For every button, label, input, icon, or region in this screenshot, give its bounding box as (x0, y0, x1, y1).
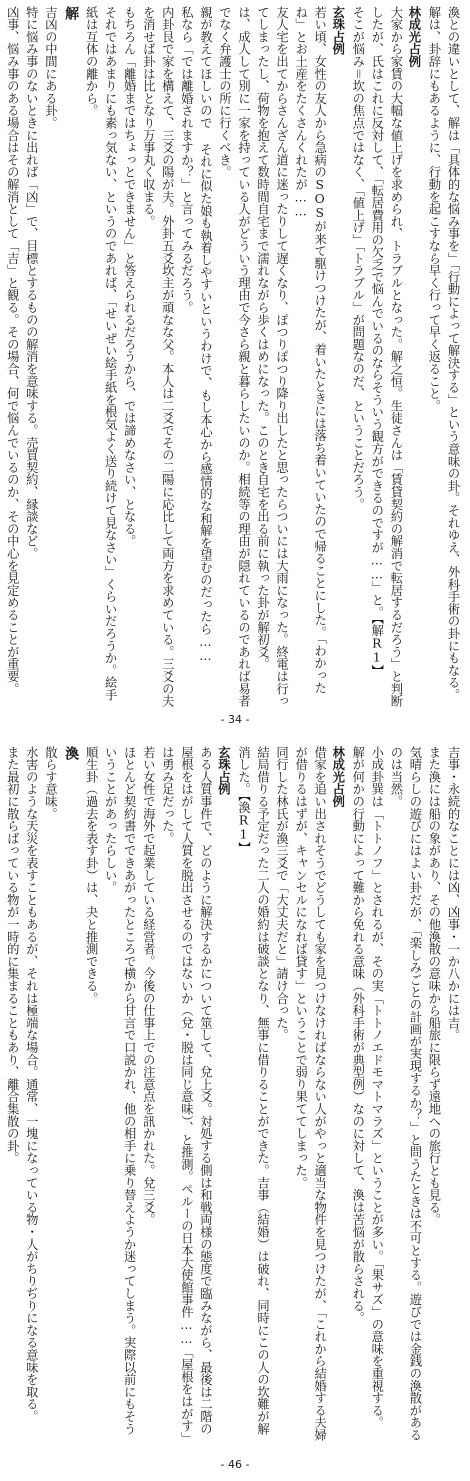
page-34-columns (5, 6, 462, 711)
paragraph: 渙との違いとして、解は「具体的な悩み事を」「行動によって解決する」という意味の卦。それゆえ、外科手術の卦にもなる。 (446, 6, 460, 701)
paragraph: 大家から家賃の大幅な値上げを求められ、トラブルとなった。解之恒。生徒さんは「賃貸契約の解消で転居するだろう」と判断したが、氏はこれに反対して、「転居費用の欠乏で悩んでいるのならそういう観方ができるのですが……」と。【解R1】 (369, 6, 403, 708)
page-46-left-column (0, 746, 233, 1446)
paragraph: また渙には船の象があり、その他渙散の意味から船旅に限らず遠地への旅行とも見る。 (426, 746, 441, 1226)
paragraph: もちろん「離婚まではちょっとできません」と答えられるだろうから、では諦めなさい、となる。 (122, 6, 137, 548)
paragraph: 私なら「では離婚されますか？」と言ってみるだろう。 (179, 6, 194, 314)
paragraph (0, 746, 2, 1446)
paragraph: 親が教えてほしいので それに似た娘も執着しやすいというわけで、もし本心から感情的な和解を望むのだったら…… (198, 6, 213, 663)
section-heading: 林成光占例 (406, 6, 422, 68)
paragraph: 結局借りる予定だった二人の婚約は破談となり、無事に借りることができた。吉事（結婚）は破れ、同時にこの人の坎難が解消した。【渙R1】 (236, 746, 270, 1435)
page-number: - 34 - (220, 713, 250, 726)
paragraph: 借家を追い出されそうでどうしても家を見つけなければならない人がやっと適当な物件を見つけたが、「これから結婚する夫婦が借りるはずが、キャンセルになれば貸す」ということで弱り果ててしまった。 (293, 746, 327, 1441)
paragraph: 解は、卦辞にもあるように、行動を起こすなら早く行って早く返ること。 (426, 6, 441, 412)
paragraph: 内卦艮で家を構えて、三爻の陽が夫。外卦五爻坎主が頑なな父。本人は二爻でその二陽に応比して両方を求めている。三爻の夫を消せば卦は比となり万事丸く収まる。 (141, 6, 175, 708)
paragraph: また最初に散らばっている物が一時的に集まることもあり、離合集散の卦。 (5, 746, 20, 1165)
hexagram-heading: 解 (63, 6, 80, 20)
paragraph: 特に悩み事のないときに出れば「凶」で、目標とするものの解消を意味する。売買契約、縁談など。 (24, 6, 39, 560)
paragraph: 凶事、悩み事のある場合はその解消として「吉」と観る。その場合、何で悩んでいるのか、その中心を見定めることが重要。 (5, 6, 20, 695)
paragraph: 友人宅を出てからさんざん道に迷ったりして遅くなり、ぽつりぽつり降り出したと思ったらついには大雨になった。終電は行ってしまったし、荷物を抱えて数時間自宅まで濡れながら歩くはめになった。このとき自宅を出る前に執った卦が解初爻。 (255, 6, 289, 708)
paragraph: ある人質事件で、どのように解決するかについて筮して、兌上爻。対処する側は和戦両様の態度で臨みながら、最後は二階の屋根をはがして人質を脱出させるのではないか（兌・脱は同じ意味）、と推測。ペルーの日本大使館事件……「屋根をはがす」は勇み足だった。 (160, 746, 213, 1445)
paragraph: それではあまりにも素っ気ない、というのであれば、「せいぜい絵手紙を根気よく送り続けて見なさい」くらいだろうか。絵手紙は互体の離から。 (84, 6, 118, 701)
paragraph: 若い頃、女性の友人から急病のSOSが来て駆けつけたが、着いたときには落ち着いていたので帰ることにした。「わかったね」とお土産をたくさんくれたが…… (293, 6, 327, 694)
page-number: - 46 - (220, 1458, 250, 1471)
paragraph: は、成人して別に一家を持っている人がどういう理由で今さら親と暮らしたいのか。相続等の理由が隠れているのであれば易者でなく弁護士の所に行くべき。 (217, 6, 251, 708)
paragraph: 気晴らしの遊びにはよい卦だが、「楽しみごとの計画が実現するか？」と問うたときは不可とする。遊びでは金銭の渙散があるのは当然。 (388, 746, 422, 1441)
page-34 (0, 0, 470, 740)
paragraph: 吉凶の中間にある卦。 (43, 6, 58, 129)
page-46 (0, 740, 470, 1481)
paragraph: 解が何かの行動によって難から免れる意味（外科手術が典型例）なのに対して、渙は苦悩が散らされる。 (350, 746, 365, 1325)
page-46-right-column (233, 746, 462, 1446)
section-heading: 林成光占例 (330, 746, 346, 808)
paragraph: 吉事・永続的なことには凶、凶事・一か八かには吉。 (446, 746, 460, 1042)
paragraph: ほとんど契約書でできあがったところで横から甘言で口説かれ、他の相手に乗り替えようか迷ってしまう。実際以前にもそういうことがあったらしい。 (103, 746, 137, 1435)
paragraph: そこが悩み＝坎の焦点ではなく、「値上げ」「トラブル」が問題なのだ、ということだろう。 (350, 6, 365, 511)
page-34-left-column (2, 6, 252, 711)
section-heading: 玄珠占例 (330, 6, 346, 56)
paragraph: 散らす意味。 (43, 746, 58, 820)
page-34-right-column (252, 6, 462, 711)
paragraph: 水害のような天災を表すこともあるが、それは極端な場合。通常、一塊になっている物・人がちりぢりになる意味を取る。 (24, 746, 39, 1423)
paragraph: 同行した林氏が渙三爻で「大丈夫だと」請け合った。 (274, 746, 289, 1042)
page-46-columns (5, 746, 462, 1446)
hexagram-heading: 渙 (63, 746, 80, 760)
paragraph: 順生卦（過去を表す卦）は、夬と推測できる。 (84, 746, 99, 1005)
paragraph: 小成卦巽は「トトノフ」とされるが、その実「トトノエドモマトマラズ」ということが多い。「果サズ」の意味を重視する。 (369, 746, 384, 1429)
section-heading: 玄珠占例 (216, 746, 232, 796)
paragraph: 若い女性で海外で起業している経営者。今後の仕事上での注意点を訊かれた。兌三爻。 (141, 746, 156, 1226)
